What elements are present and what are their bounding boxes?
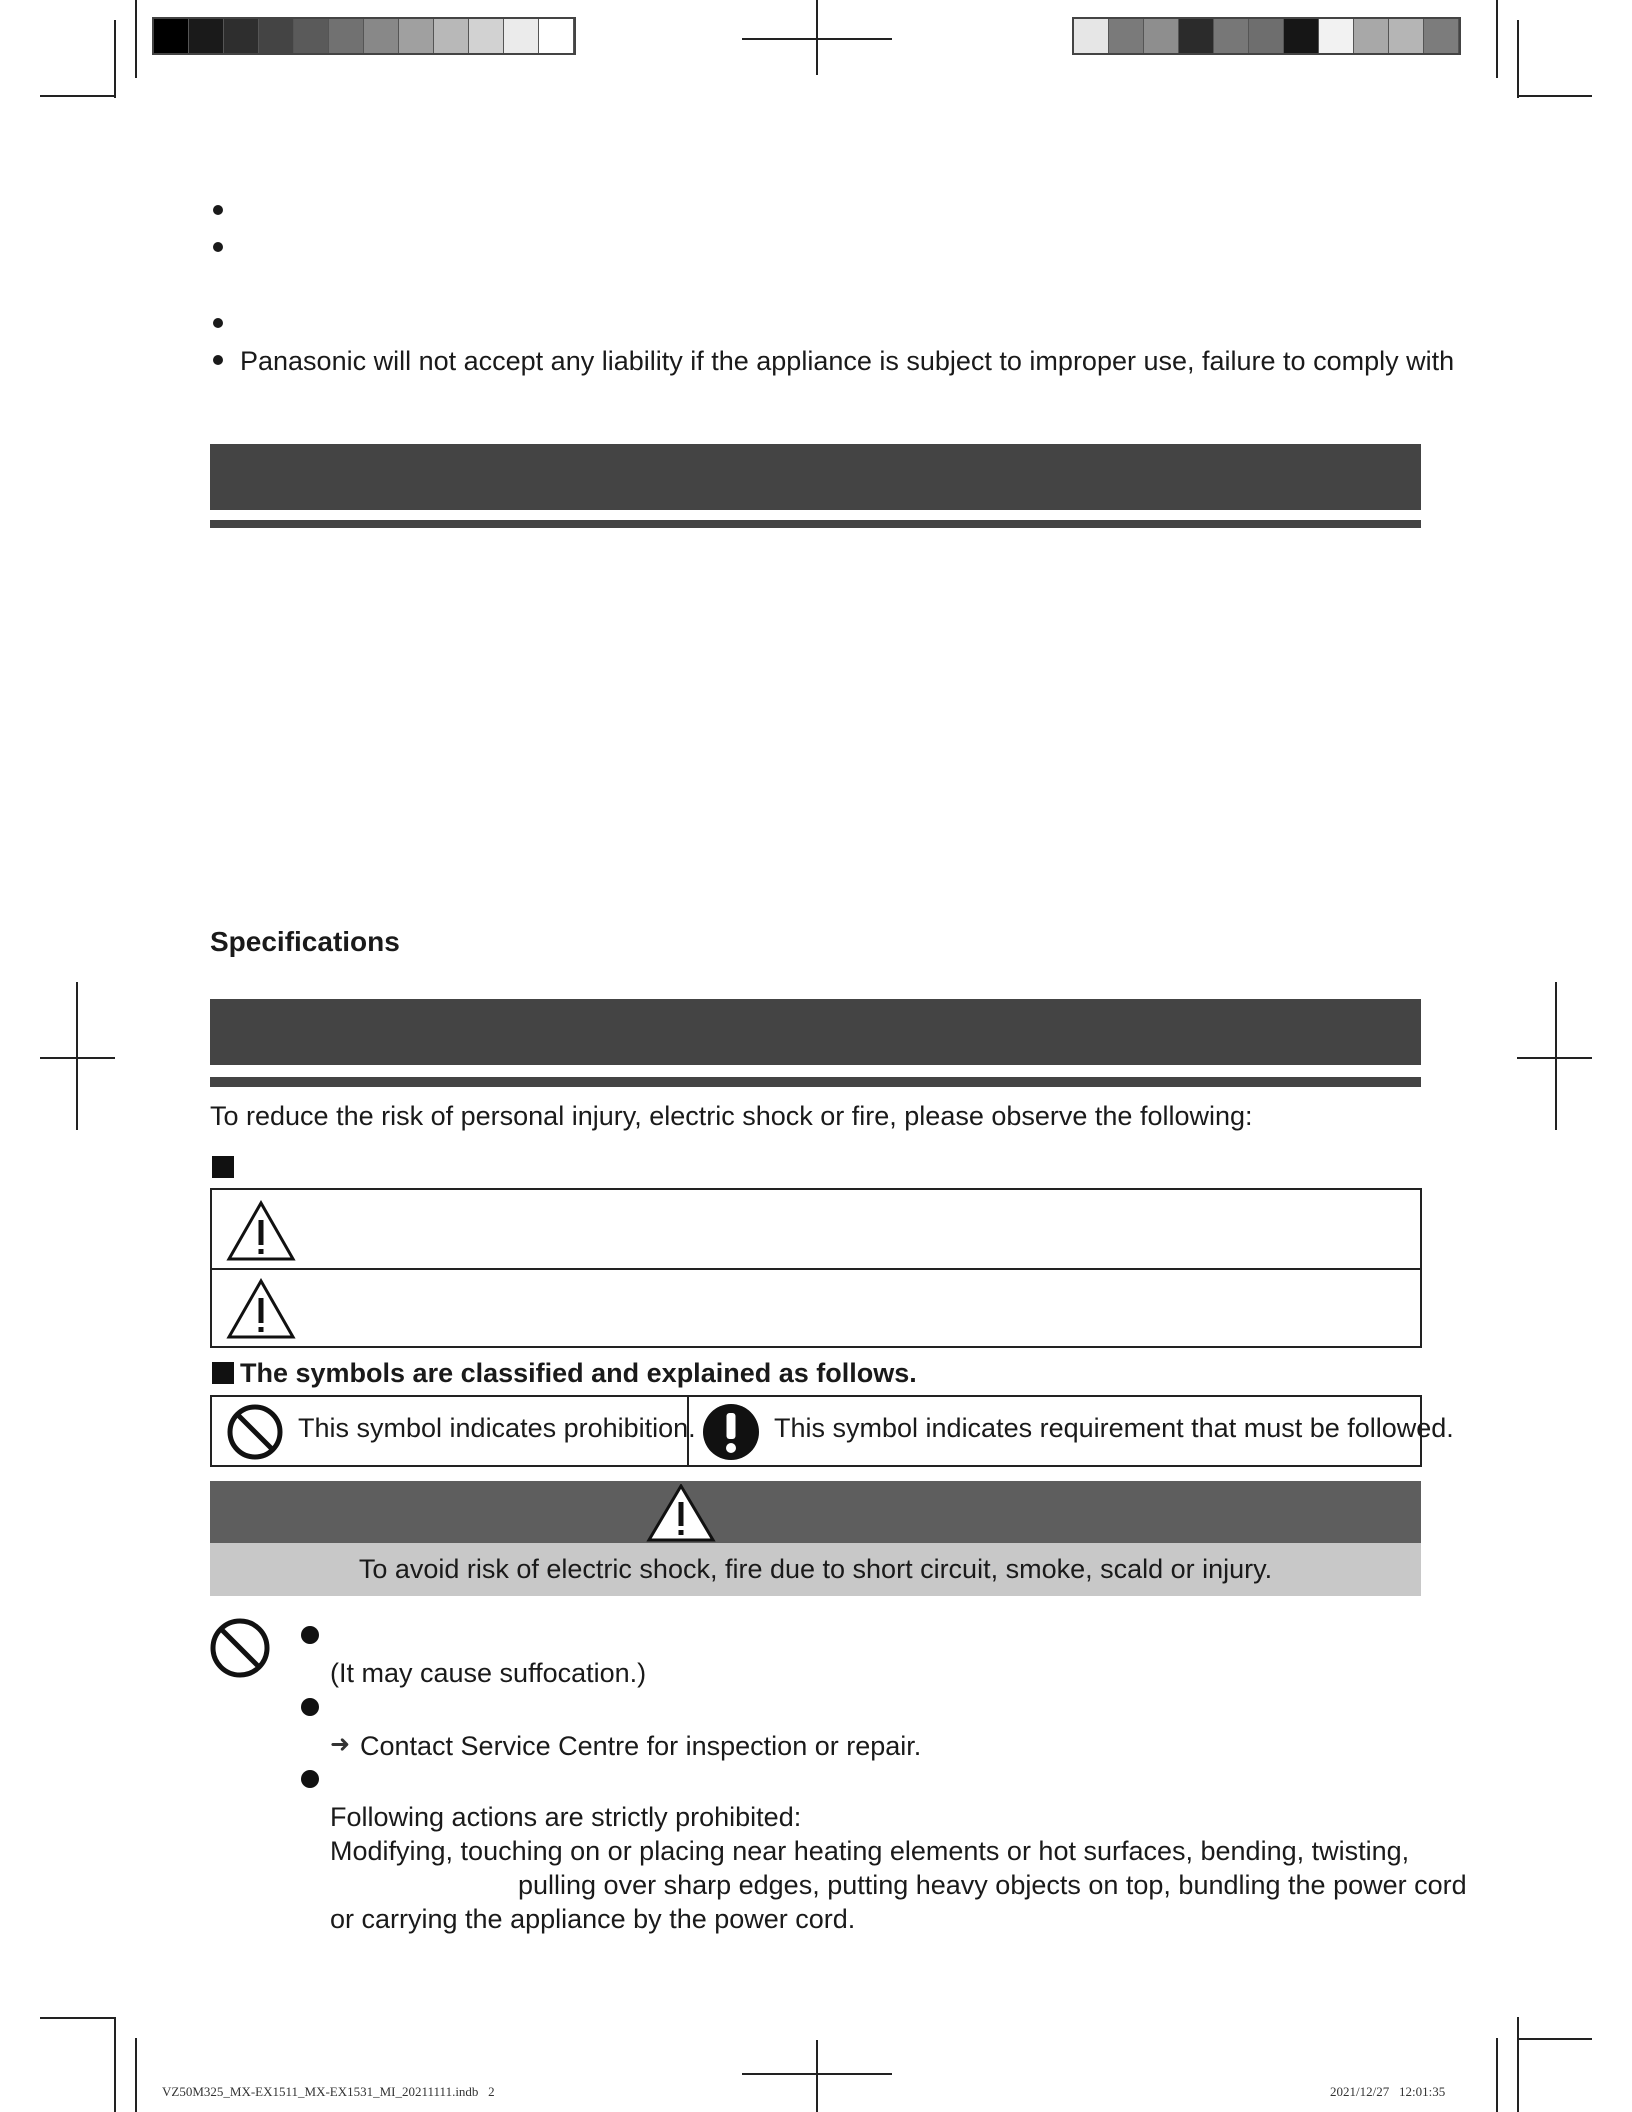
calibration-swatch xyxy=(504,19,539,53)
bullet-dot xyxy=(213,242,223,252)
safety-header-rule xyxy=(210,1077,1421,1087)
calibration-swatch xyxy=(154,19,189,53)
warning-subtitle-bar xyxy=(210,1543,1421,1596)
footer-file-name: VZ50M325_MX-EX1511_MX-EX1531_MI_20211111.indb 2 xyxy=(162,2084,495,2099)
calibration-swatch xyxy=(399,19,434,53)
warning-triangle-icon xyxy=(226,1200,296,1262)
square-bullet xyxy=(212,1156,234,1178)
calibration-swatch xyxy=(1284,19,1319,53)
item-bullet xyxy=(301,1698,319,1716)
calibration-swatch xyxy=(1214,19,1249,53)
calibration-swatch xyxy=(1109,19,1144,53)
item-bullet xyxy=(301,1770,319,1788)
item1-note: (It may cause suffocation.) xyxy=(330,1658,647,1688)
symbols-heading: The symbols are classified and explained as follows. xyxy=(240,1358,917,1388)
arrow-right-icon: ➜ xyxy=(330,1731,351,1758)
section-header-bar xyxy=(210,444,1421,510)
liability-text: Panasonic will not accept any liability if the appliance is subject to improper use, failure to comply with xyxy=(240,346,1455,376)
bullet-dot xyxy=(213,355,223,365)
item3-line2: Modifying, touching on or placing near heating elements or hot surfaces, bending, twisting, xyxy=(330,1836,1410,1866)
calibration-swatch xyxy=(224,19,259,53)
calibration-swatch xyxy=(1249,19,1284,53)
safety-intro-text: To reduce the risk of personal injury, electric shock or fire, please observe the following: xyxy=(210,1101,1253,1131)
item-bullet xyxy=(301,1626,319,1644)
item3-line4: or carrying the appliance by the power cord. xyxy=(330,1904,856,1934)
bullet-dot xyxy=(213,205,223,215)
calibration-swatch xyxy=(539,19,574,53)
item3-line1: Following actions are strictly prohibited: xyxy=(330,1802,802,1832)
calibration-swatch xyxy=(259,19,294,53)
specifications-heading: Specifications xyxy=(210,926,400,957)
calibration-swatch xyxy=(329,19,364,53)
calibration-swatch xyxy=(1319,19,1354,53)
item3-line3: pulling over sharp edges, putting heavy objects on top, bundling the power cord xyxy=(518,1870,1467,1900)
mandatory-icon xyxy=(702,1403,760,1461)
calibration-swatch xyxy=(364,19,399,53)
section-header-rule xyxy=(210,520,1421,528)
calibration-swatch xyxy=(1354,19,1389,53)
bullet-dot xyxy=(213,318,223,328)
warning-banner xyxy=(210,1481,1421,1543)
prohibition-text: This symbol indicates prohibition. xyxy=(298,1413,696,1443)
footer-timestamp: 2021/12/27 12:01:35 xyxy=(1330,2084,1446,2099)
safety-header-bar xyxy=(210,999,1421,1065)
hazard-definition-table xyxy=(210,1188,1422,1348)
item2-action: Contact Service Centre for inspection or repair. xyxy=(360,1731,922,1761)
calibration-swatch xyxy=(469,19,504,53)
calibration-swatch xyxy=(294,19,329,53)
prohibition-icon xyxy=(209,1617,271,1679)
warning-banner-icon xyxy=(646,1484,716,1542)
caution-triangle-icon xyxy=(226,1278,296,1340)
table-divider xyxy=(212,1268,1420,1270)
calibration-swatch xyxy=(1389,19,1424,53)
calibration-swatch xyxy=(1074,19,1109,53)
square-bullet xyxy=(212,1362,234,1384)
calibration-swatch xyxy=(1179,19,1214,53)
calibration-bar-right xyxy=(1072,17,1461,55)
calibration-swatch xyxy=(1144,19,1179,53)
calibration-swatch xyxy=(434,19,469,53)
calibration-bar-left xyxy=(152,17,576,55)
requirement-text: This symbol indicates requirement that must be followed. xyxy=(774,1413,1454,1443)
calibration-swatch xyxy=(1424,19,1459,53)
warning-subtitle: To avoid risk of electric shock, fire due to short circuit, smoke, scald or injury. xyxy=(358,1554,1273,1584)
symbol-legend-table xyxy=(210,1395,1454,1467)
calibration-swatch xyxy=(189,19,224,53)
prohibition-icon xyxy=(226,1403,284,1461)
